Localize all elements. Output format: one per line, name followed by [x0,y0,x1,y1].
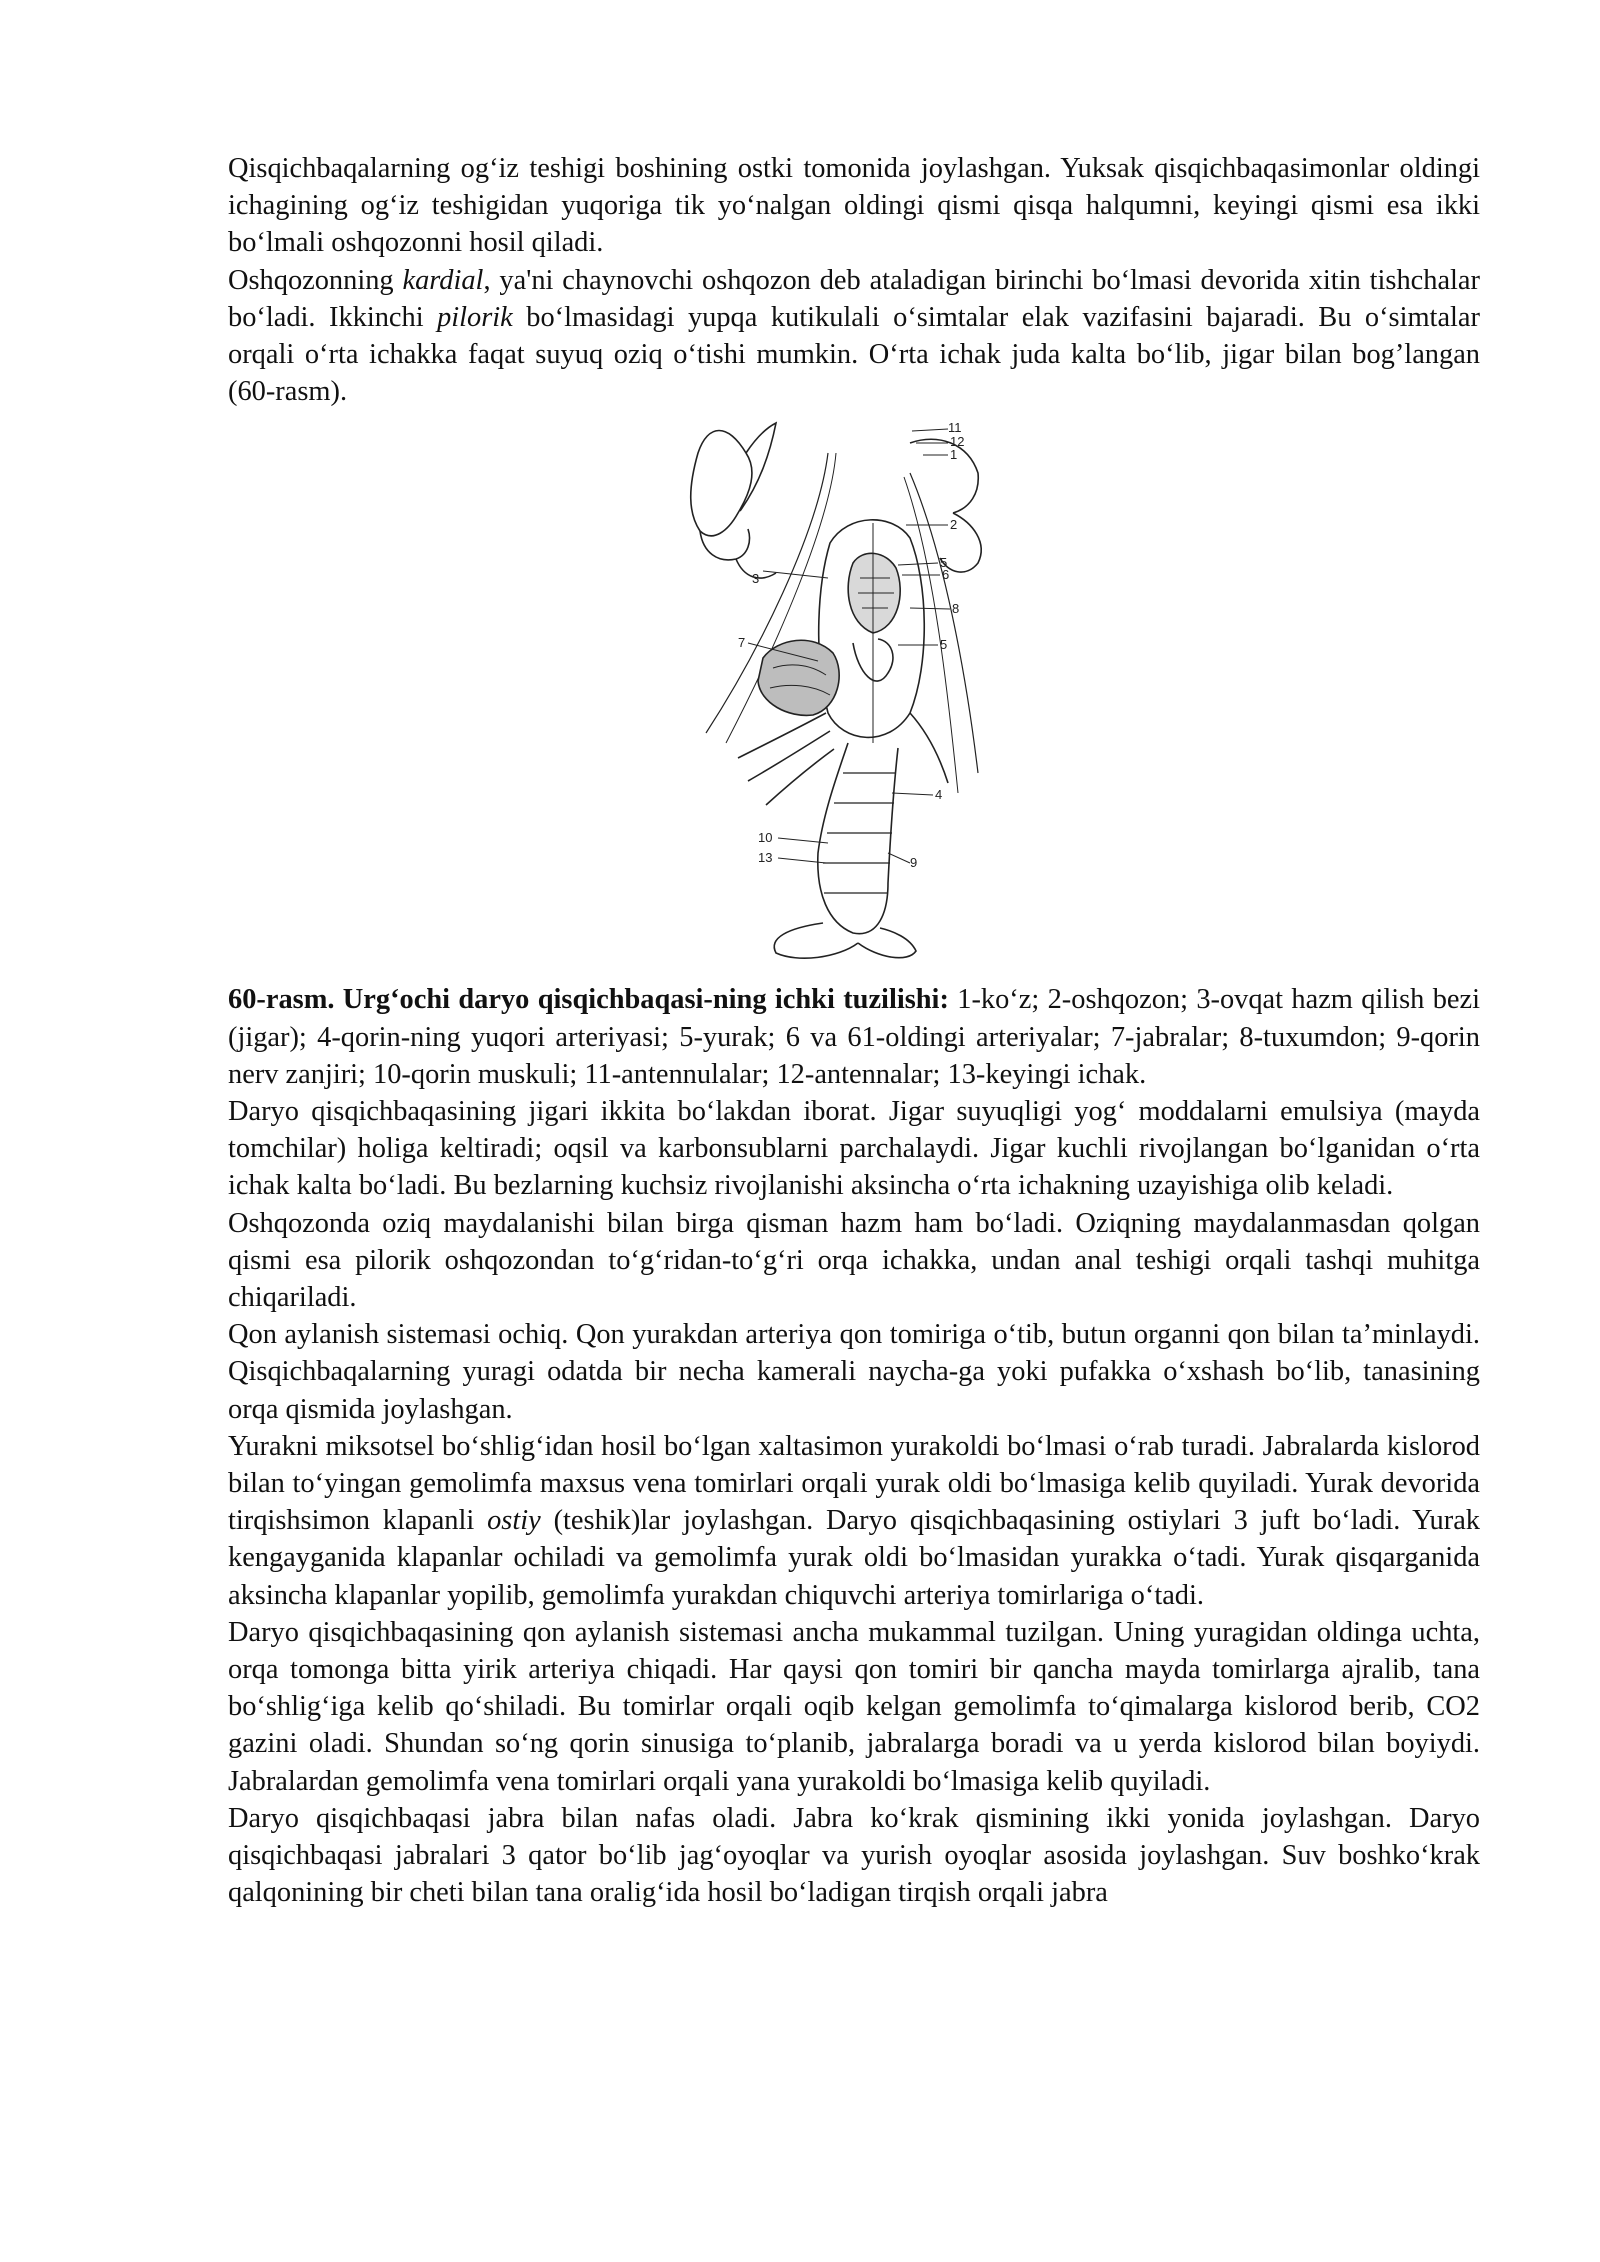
figure-label: 1 [950,447,958,463]
abdomen [818,743,898,934]
figure-label: 5 [940,637,948,653]
figure-caption [228,981,1480,1093]
right-claw [910,440,978,514]
text-run: bo‘lmasidagi yupqa kutikulali o‘simtalar elak vazifasini bajaradi. Bu o‘simtalar orqali o‘rta ichakka faqat suyuq oziq o‘tishi mumkin. O‘rta ichak juda kalta bo‘lib, jigar bilan bog’langan (60-rasm). [228,301,1480,408]
figure-label: 2 [950,517,958,533]
term-pilorik: pilorik [437,301,513,333]
paragraph-ostiy [228,1428,1480,1614]
paragraph: Oshqozonda oziq maydalanishi bilan birga qisman hazm ham bo‘ladi. Oziqning maydalanmasdan qolgan qismi esa pilorik oshqozondan to‘g‘ridan-to‘g‘ri orqa ichakka, undan anal teshigi orqali tashqi muhitga chiqariladi. [228,1207,1480,1314]
crayfish-figure [228,413,1480,975]
caption-text: 1-ko‘z; 2-oshqozon; 3-ovqat hazm qilish bezi (jigar); 4-qorin-ning yuqori arteriyasi; 5-yurak; 6 va 61-oldingi arteriyalar; 7-jabralar; 8-tuxumdon; 9-qorin nerv zanjiri; 10-qorin muskuli; 11-antennulalar; 12-antennalar; 13-keyingi ichak. [228,984,1480,1090]
figure-label: 8 [952,601,960,617]
text-run: Yurakni miksotsel bo‘shlig‘idan hosil bo‘lgan xaltasimon yurakoldi bo‘lmasi o‘rab turadi. Jabralarda kislorod bilan to‘yingan gemolimfa maxsus vena tomirlari orqali yurak oldi bo‘lmasiga kelib quyiladi. Yurak devorida tirqishsimon klapanli [228,1430,1480,1537]
figure-label: 7 [738,635,746,651]
paragraph: Daryo qisqichbaqasining jigari ikkita bo‘lakdan iborat. Jigar suyuqligi yog‘ moddalarni emulsiya (mayda tomchilar) holiga keltiradi; oqsil va karbonsublarni parchalaydi. Jigar kuchli rivojlangan bo‘lganidan o‘rta ichak kalta bo‘ladi. Bu bezlarning kuchsiz rivojlanishi aksincha o‘rta ichakning uzayishiga olib keladi. [228,1096,1480,1202]
term-ostiy: ostiy [487,1505,541,1537]
caption-title: 60-rasm. Urg‘ochi daryo qisqichbaqasi-ning ichki tuzilishi: [228,984,949,1016]
figure-label: 3 [752,571,760,587]
figure-label: 12 [950,434,965,450]
liver [758,641,839,716]
figure-label: 11 [948,420,962,436]
claw-segment [700,529,750,560]
figure-label: 13 [758,850,773,866]
figure-label: 10 [758,830,773,846]
paragraph: Qon aylanish sistemasi ochiq. Qon yurakdan arteriya qon tomiriga o‘tib, butun organni qon bilan ta’minlaydi. Qisqichbaqalarning yuragi odatda bir necha kamerali naycha-ga yoki pufakka o‘xshash bo‘lib, tanasining orqa qismida joylashgan. [228,1319,1480,1425]
figure-label: 4 [935,787,943,803]
text-run: Oshqozonning [228,264,403,296]
figure-label: 9 [910,855,918,871]
left-claw [691,431,752,536]
walking-legs [738,713,834,805]
term-kardial: kardial [402,264,484,296]
text-run: (teshik)lar joylashgan. Daryo qisqichbaqasining ostiylari 3 juft bo‘ladi. Yurak kengayganida klapanlar ochiladi va gemolimfa yurak oldi bo‘lmasidan yurakka o‘tadi. Yurak qisqarganida aksincha klapanlar yopilib, gemolimfa yurakdan chiquvchi arteriya tomirlariga o‘tadi. [228,1505,1480,1611]
paragraph: Daryo qisqichbaqasi jabra bilan nafas oladi. Jabra ko‘krak qismining ikki yonida joylashgan. Daryo qisqichbaqasi jabralari 3 qator bo‘lib jag‘oyoqlar va yurish oyoqlar asosida joylashgan. Suv boshko‘krak qalqonining bir cheti bilan tana oralig‘ida hosil bo‘ladigan tirqish orqali jabra [228,1802,1480,1909]
text-run: , ya'ni chaynovchi oshqozon deb ataladigan birinchi bo‘lmasi devorida xitin tishchalar bo‘ladi. Ikkinchi [228,264,1480,333]
antenna-right [910,473,978,773]
crayfish-anatomy-illustration [648,413,1068,975]
paragraph: Daryo qisqichbaqasining qon aylanish sistemasi ancha mukammal tuzilgan. Uning yuragidan oldinga uchta, orqa tomonga bitta yirik arteriya chiqadi. Har qaysi qon tomiri bir qancha mayda tomirlarga ajralib, tana bo‘shlig‘iga kelib qo‘shiladi. Bu tomirlar orqali oqib kelgan gemolimfa to‘qimalarga kislorod berib, CO2 gazini oladi. Shundan so‘ng qorin sinusiga to‘planib, jabralarga boradi va u yerda kislorod bilan boyiydi. Jabralardan gemolimfa vena tomirlari orqali yana yurakoldi bo‘lmasiga kelib quyiladi. [228,1616,1480,1797]
figure-label: 5 [940,555,948,571]
paragraph-kardial [228,262,1480,411]
figure-label: 6 [942,567,950,583]
paragraph: Qisqichbaqalarning og‘iz teshigi boshining ostki tomonida joylashgan. Yuksak qisqichbaqasimonlar oldingi ichagining og‘iz teshigidan yuqoriga tik yo‘nalgan oldingi qismi qisqa halqumni, keyingi qismi esa ikki bo‘lmali oshqozonni hosil qiladi. [228,153,1480,259]
document-page [228,150,1480,1912]
